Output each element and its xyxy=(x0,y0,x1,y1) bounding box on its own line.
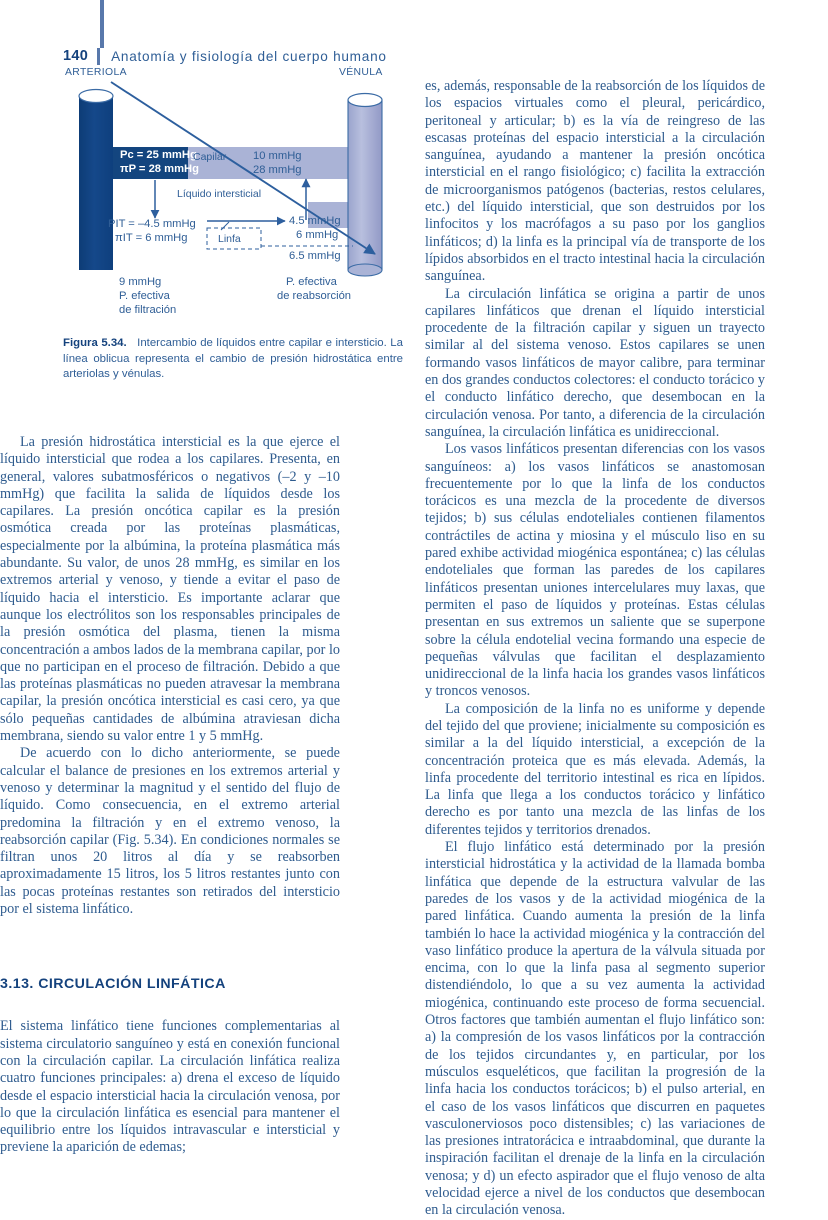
figure-label-pc: Pc = 25 mmHg xyxy=(120,149,197,161)
figure-caption-text: Intercambio de líquidos entre capilar e intersticio. La línea oblicua representa el cambio de presión hidrostática entre arteriolas y vénulas. xyxy=(63,337,403,381)
left-column-text xyxy=(0,434,340,1157)
figure-label-venous-bottom: 6.5 mmHg xyxy=(289,250,341,262)
paragraph: El sistema linfático tiene funciones complementarias al sistema circulatorio sanguíneo y está en conexión funcional con la circulación capilar. La circulación linfática realiza cuatro funciones principales: a) drena el exceso de líquido desde el espacio intersticial hacia la circulación venosa, por lo que la circulación linfática es esencial para mantener el equilibrio entre los líquidos intravascular e intersticial y previene la aparición de edemas; xyxy=(0,1018,340,1156)
paragraph: es, además, responsable de la reabsorción de los líquidos de los espacios virtuales como el pleural, pericárdico, peritoneal y articular; b) es la vía de reingreso de las escasas proteínas del espacio intersticial a la circulación sanguínea, ayudando a mantener la presión oncótica intersticial en el rango fisiológico; c) facilita la extracción de microorganismos patógenos (bacterias, restos celulares, etc.) del líquido intersticial, que son destruidos por los linfocitos y los macrófagos a su paso por los ganglios linfáticos; d) la linfa es la principal vía de transporte de los lípidos absorbidos en el tracto intestinal hacia la circulación sanguínea. xyxy=(425,78,765,285)
figure-label-pit: PIT = –4.5 mmHg xyxy=(108,218,196,230)
figure-5-34 xyxy=(63,67,403,328)
figure-label-venous-top-1: 10 mmHg xyxy=(253,150,302,162)
figure-label-liquido-intersticial: Líquido intersticial xyxy=(177,188,262,200)
paragraph: La presión hidrostática intersticial es la que ejerce el líquido intersticial que rodea a los capilares. Presenta, en general, valores subatmosféricos o negativos (–2 y –10 mmHg) que facilita la salida de líquidos desde los capilares. La presión oncótica capilar es la presión osmótica creada por las proteínas plasmáticas, especialmente por la albúmina, la proteína plasmática más abundante. Su valor, de unos 28 mmHg, es similar en los extremos arterial y venoso, y tiende a evitar el paso de líquido hacia el intersticio. Es importante aclarar que aunque los electrólitos son los responsables principales de la presión osmótica del plasma, tienen la misma concentración a ambos lados de la membrana capilar, por lo que no participan en el proceso de filtración. Debido a que las proteínas plasmáticas no pueden atravesar la membrana capilar, la presión oncótica intersticial es casi cero, ya que sólo pequeñas cantidades de albúmina atraviesan dicha membrana, siendo su valor entre 1 y 5 mmHg. xyxy=(0,434,340,745)
page-number: 140 xyxy=(63,48,89,64)
figure-label-arteriola: ARTERIOLA xyxy=(65,67,127,78)
running-head xyxy=(63,44,563,68)
figure-label-reabsorption-line2: de reabsorción xyxy=(277,290,352,302)
book-title: Anatomía y fisiología del cuerpo humano xyxy=(111,48,387,64)
figure-label-filtration-value: 9 mmHg xyxy=(119,276,162,288)
figure-label-reabsorption-line1: P. efectiva xyxy=(286,276,337,288)
figure-label-venous-mid-1: 4.5 mmHg xyxy=(289,215,341,227)
figure-label-pi-p: πP = 28 mmHg xyxy=(120,163,199,175)
paragraph: Los vasos linfáticos presentan diferencias con los vasos sanguíneos: a) los vasos linfáticos se anastomosan frecuentemente por lo que la linfa de los conductos torácicos es una mezcla de la procedente de diversos tejidos; b) sus células endoteliales contienen filamentos contráctiles de actina y miosina y el músculo liso en su pared exhibe actividad miogénica espontánea; c) las células endoteliales que forman las paredes de los capilares linfáticos presentan uniones intercelulares muy laxas, que permiten el paso de líquidos y proteínas. Estas células presentan en sus extremos un saliente que se superpone sobre la célula endotelial vecina formando una especie de pequeñas válvulas que facilitan el desplazamiento unidireccional de la linfa hacia los grandes vasos linfáticos y troncos venosos. xyxy=(425,441,765,700)
running-head-divider xyxy=(97,48,100,65)
figure-label-venous-top-2: 28 mmHg xyxy=(253,164,302,176)
figure-caption-label: Figura 5.34. xyxy=(63,337,127,349)
figure-label-filtration-line2: de filtración xyxy=(119,304,177,316)
section-heading: 3.13. CIRCULACIÓN LINFÁTICA xyxy=(0,976,226,993)
paragraph: La circulación linfática se origina a partir de unos capilares linfáticos que drenan el líquido intersticial procedente de la filtración capilar y siguen un trayecto similar al del sistema venoso. Estos capilares se unen formando vasos linfáticos de mayor calibre, para terminar en dos grandes conductos colectores: el conducto torácico y el conducto linfático derecho, que desembocan en la circulación venosa. Por tanto, a diferencia de la circulación sanguínea, la circulación linfática es unidireccional. xyxy=(425,285,765,440)
right-column xyxy=(425,78,765,1220)
figure-label-pi-it: πIT = 6 mmHg xyxy=(115,232,188,244)
figure-label-linfa: Linfa xyxy=(218,233,241,245)
paragraph: El flujo linfático está determinado por la presión intersticial hidrostática y la actividad de la llamada bomba linfática que depende de la estructura valvular de las paredes de los vasos y de la actividad miogénica de la pared linfática. Cuando aumenta la presión de la linfa también lo hace la actividad miogénica y la contracción del vaso linfático produce la apertura de la válvula situada por encima, con lo que la linfa pasa al segmento superior distendiéndolo, lo que a su vez aumenta la actividad miogénica, continuando este proceso de forma secuencial. Otros factores que también aumentan el flujo linfático son: a) la compresión de los vasos linfáticos por la contracción de los tejidos circundantes y, en particular, por los músculos esqueléticos, que facilitan la progresión de la linfa hacia los conductos torácicos; b) el pulso arterial, en el caso de los vasos linfáticos que discurren en paquetes vasculonerviosos poco distensibles; c) las variaciones de las presiones intratorácica e intraabdominal, que durante la inspiración facilitan el drenaje de la linfa en la circulación venosa; y d) un efecto aspirador que el flujo venoso de alta velocidad ejerce a nivel de los conductos que desembocan en la circulación venosa. xyxy=(425,839,765,1219)
figure-label-venula: VÉNULA xyxy=(339,67,383,78)
paragraph: La composición de la linfa no es uniforme y depende del tejido del que proviene; inicialmente su composición es similar a la del líquido intersticial, a excepción de la concentración proteica que es más elevada. Además, la linfa procedente del territorio intestinal es rica en lípidos. La linfa que llega a los conductos torácico y linfático derecho es por tanto una mezcla de las linfas de los diferentes tejidos y territorios drenados. xyxy=(425,700,765,838)
figure-caption xyxy=(63,336,403,383)
figure-label-capilar: Capilar xyxy=(193,151,227,163)
left-column xyxy=(63,67,403,328)
figure-label-venous-mid-2: 6 mmHg xyxy=(296,229,339,241)
figure-diagram xyxy=(63,78,403,328)
paragraph: De acuerdo con lo dicho anteriormente, se puede calcular el balance de presiones en los extremos arterial y venoso y determinar la magnitud y el sentido del flujo de líquido. Como consecuencia, en el extremo arterial predomina la filtración y en el extremo venoso, la reabsorción capilar (Fig. 5.34). En condiciones normales se filtran unos 20 litros al día y se reabsorben aproximadamente 15 litros, los 5 litros restantes junto con las pocas proteínas restantes son retirados del intersticio por el sistema linfático. xyxy=(0,745,340,918)
top-decorative-rule xyxy=(100,0,104,48)
figure-label-filtration-line1: P. efectiva xyxy=(119,290,170,302)
